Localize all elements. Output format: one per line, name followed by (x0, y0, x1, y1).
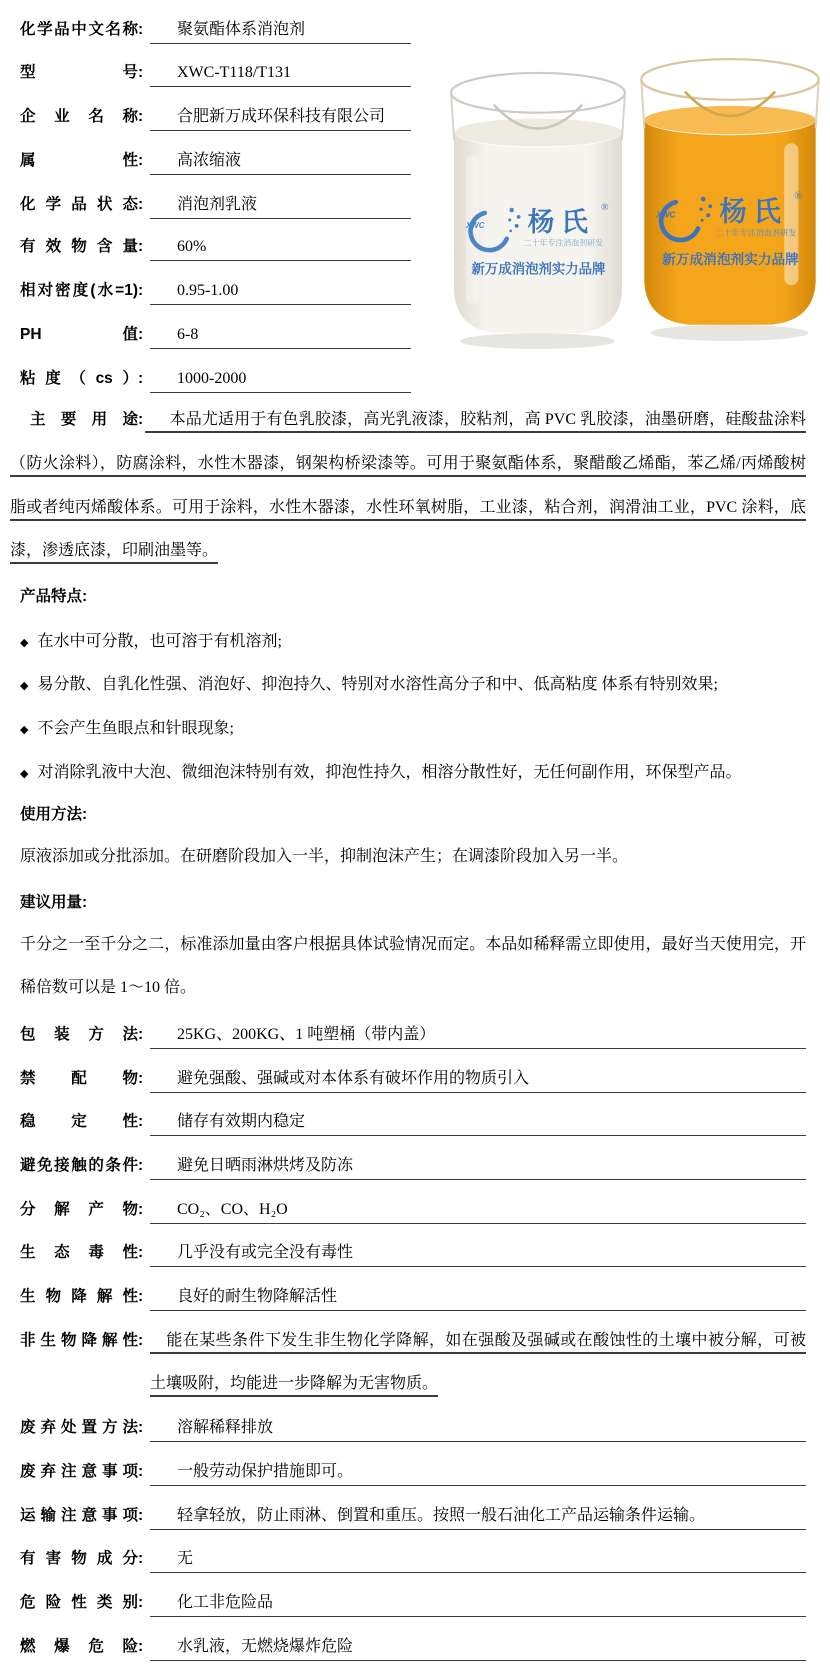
field-colon: : (138, 108, 144, 126)
field-value: 消泡剂乳液 (150, 191, 411, 219)
liquid-surface (454, 119, 622, 147)
field-label: 包装方法 (20, 1025, 138, 1043)
field-colon: : (138, 1419, 144, 1437)
field-colon: : (138, 1462, 144, 1480)
usage-method-text: 原液添加或分批添加。在研磨阶段加入一半，抑制泡沫产生；在调漆阶段加入另一半。 (20, 848, 629, 866)
field-colon: : (138, 195, 144, 213)
field-value: 25KG、200KG、1 吨塑桶（带内盖） (150, 1021, 806, 1049)
field-colon: : (138, 282, 144, 300)
field-label: 燃爆危险 (20, 1637, 138, 1655)
registered-mark-icon: ® (601, 201, 609, 213)
field-value: 0.95-1.00 (150, 282, 411, 305)
field-label: 有害物成分 (20, 1550, 138, 1568)
field-label: 主要用途 (30, 411, 138, 429)
glass-side (816, 80, 819, 128)
field-label: 废弃处置方法 (20, 1419, 138, 1437)
field-value: 水乳液，无燃烧爆炸危险 (150, 1633, 806, 1661)
field-label: 相对密度(水=1) (20, 282, 138, 300)
field-value: 高浓缩液 (150, 147, 411, 175)
field-colon: : (138, 325, 144, 343)
field-value: 一般劳动保护措施即可。 (150, 1458, 806, 1486)
field-disposal-notes (20, 1447, 806, 1491)
field-colon: : (138, 411, 144, 429)
field-stability (20, 1097, 806, 1141)
field-label: 有效物含量 (20, 238, 138, 256)
brand-name: 杨 氏 (527, 206, 588, 237)
field-value: 避免强酸、强碱或对本体系有破坏作用的物质引入 (150, 1065, 806, 1093)
field-label: 危险性类别 (20, 1593, 138, 1611)
product-photo (446, 47, 824, 351)
field-company (20, 92, 412, 136)
field-value: 化工非危险品 (150, 1589, 806, 1617)
section-dosage (20, 879, 806, 923)
brand-tagline: 二十年专注消泡剂研发 (715, 228, 797, 238)
brand-slogan: 新万成消泡剂实力品牌 (471, 261, 606, 277)
feature-text: 在水中可分散，也可溶于有机溶剂; (37, 632, 282, 650)
diamond-bullet-icon: ◆ (20, 635, 29, 649)
field-value: 1000-2000 (150, 370, 411, 393)
field-label: 生态毒性 (20, 1244, 138, 1262)
field-density (20, 267, 412, 311)
field-value: 几乎没有或完全没有毒性 (150, 1239, 806, 1267)
field-label: 禁配物 (20, 1069, 138, 1087)
field-disposal-method (20, 1403, 806, 1447)
beaker-white (446, 61, 630, 351)
field-value: 储存有效期内稳定 (150, 1108, 806, 1136)
top-section (20, 5, 806, 398)
field-label: 粘度（cs） (20, 369, 138, 387)
field-value: CO₂、CO、H₂O (150, 1196, 806, 1224)
field-decomposition-products (20, 1185, 806, 1229)
field-colon: : (138, 152, 144, 170)
glass-side (622, 94, 625, 141)
field-colon: : (138, 21, 144, 38)
field-value: XWC-T118/T131 (150, 64, 411, 87)
field-label: 避免接触的条件 (20, 1156, 138, 1174)
field-active-content (20, 223, 412, 267)
field-colon: : (138, 369, 144, 387)
field-eco-toxicity (20, 1228, 806, 1272)
field-colon: : (138, 1200, 144, 1218)
field-ph (20, 311, 412, 355)
field-colon: : (138, 1025, 144, 1043)
field-colon: : (138, 63, 144, 81)
field-colon: : (138, 1244, 144, 1262)
field-packaging (20, 1010, 806, 1054)
field-value: 无 (150, 1545, 806, 1573)
feature-item (20, 748, 806, 792)
field-value: 合肥新万成环保科技有限公司 (150, 103, 411, 131)
field-value: 良好的耐生物降解活性 (150, 1283, 806, 1311)
feature-item (20, 617, 806, 661)
diamond-bullet-icon: ◆ (20, 766, 29, 780)
feature-item (20, 660, 806, 704)
field-biodegradability (20, 1272, 806, 1316)
field-colon: : (138, 1593, 144, 1611)
field-value: 聚氨酯体系消泡剂 (150, 16, 411, 44)
field-colon: : (138, 1506, 144, 1524)
field-avoid-conditions (20, 1141, 806, 1185)
field-label: 生物降解性 (20, 1288, 138, 1306)
brand-abbr: XWC (656, 210, 676, 220)
field-value: 本品尤适用于有色乳胶漆，高光乳液漆，胶粘剂，高 PVC 乳胶漆，油墨研磨，硅酸盐涂料（防火涂料），防腐涂料，水性木器漆，钢架构桥梁漆等。可用于聚氨酯体系，聚醋酸乙烯酯，苯乙烯/丙烯酸树脂或者纯丙烯酸体系。可用于涂料，水性木器漆，水性环氧树脂，工业漆，粘合剂，润滑油工业，PVC 涂料，底漆，渗透底漆，印刷油墨等。 (10, 411, 806, 560)
field-label: 非生物降解性 (20, 1331, 138, 1349)
section-heading: 使用方法: (20, 806, 88, 824)
field-colon: : (138, 238, 144, 256)
beaker-shadow (460, 333, 615, 349)
field-colon: : (138, 1331, 144, 1349)
field-model (20, 49, 412, 93)
brand-abbr: XWC (465, 220, 485, 230)
beaker-shadow (650, 325, 808, 341)
field-label: 化学品状态 (20, 195, 138, 213)
diamond-bullet-icon: ◆ (20, 679, 29, 693)
field-explosion-risk (20, 1622, 806, 1666)
field-label: 型号 (20, 63, 138, 81)
field-label: 运输注意事项 (20, 1506, 138, 1524)
field-main-usage (10, 398, 806, 573)
feature-text: 对消除乳液中大泡、微细泡沫特别有效，抑泡性持久，相溶分散性好，无任何副作用，环保型产品。 (37, 763, 742, 781)
field-colon: : (138, 1288, 144, 1306)
field-value: 避免日晒雨淋烘烤及防冻 (150, 1152, 806, 1180)
field-label: 稳定性 (20, 1113, 138, 1131)
field-label: PH值 (20, 325, 138, 343)
brand-tagline: 二十年专注消泡剂研发 (523, 238, 604, 248)
field-label: 分解产物 (20, 1200, 138, 1218)
field-label: 企业名称 (20, 108, 138, 126)
field-colon: : (138, 1113, 144, 1131)
section-features (20, 573, 806, 617)
field-value: 6-8 (150, 326, 411, 349)
field-property (20, 136, 412, 180)
section-heading: 建议用量: (20, 893, 88, 911)
glass-rim (641, 59, 818, 100)
field-value: 能在某些条件下发生非生物化学降解，如在强酸及强碱或在酸蚀性的土壤中被分解，可被土壤吸附，均能进一步降解为无害物质。 (150, 1331, 806, 1393)
field-chinese-name (20, 5, 412, 49)
beaker-orange (636, 47, 824, 343)
diamond-bullet-icon: ◆ (20, 723, 29, 737)
field-label: 化学品中文名称 (20, 21, 138, 38)
glass-side (451, 94, 454, 141)
field-viscosity (20, 355, 412, 399)
field-hazard-class (20, 1578, 806, 1622)
field-incompatibles (20, 1054, 806, 1098)
field-label: 属性 (20, 152, 138, 170)
field-colon: : (138, 1637, 144, 1655)
brand-slogan: 新万成消泡剂实力品牌 (662, 251, 799, 267)
field-colon: : (138, 1069, 144, 1087)
brand-name: 杨 氏 (719, 196, 781, 227)
field-value: 60% (150, 238, 411, 261)
feature-text: 易分散、自乳化性强、消泡好、抑泡持久、特别对水溶性高分子和中、低高粘度 体系有特别效果; (37, 676, 718, 694)
top-fields (20, 5, 412, 398)
field-abiotic-degradability (20, 1316, 806, 1403)
field-value: 溶解稀释排放 (150, 1414, 806, 1442)
field-hazardous-components (20, 1534, 806, 1578)
field-colon: : (138, 1550, 144, 1568)
section-heading: 产品特点: (20, 588, 88, 605)
field-transport-notes (20, 1491, 806, 1535)
dosage-text: 千分之一至千分之二，标准添加量由客户根据具体试验情况而定。本品如稀释需立即使用，最好当天使用完，开稀倍数可以是 1～10 倍。 (20, 935, 806, 997)
feature-item (20, 704, 806, 748)
field-colon: : (138, 1156, 144, 1174)
section-usage-method (20, 791, 806, 835)
registered-mark-icon: ® (794, 191, 803, 203)
glass-side (641, 80, 644, 128)
field-value: 轻拿轻放，防止雨淋、倒置和重压。按照一般石油化工产品运输条件运输。 (150, 1502, 806, 1530)
feature-text: 不会产生鱼眼点和针眼现象; (37, 720, 234, 738)
glass-rim (451, 73, 625, 113)
field-state (20, 180, 412, 224)
field-label: 废弃注意事项 (20, 1462, 138, 1480)
liquid-surface (644, 106, 815, 134)
